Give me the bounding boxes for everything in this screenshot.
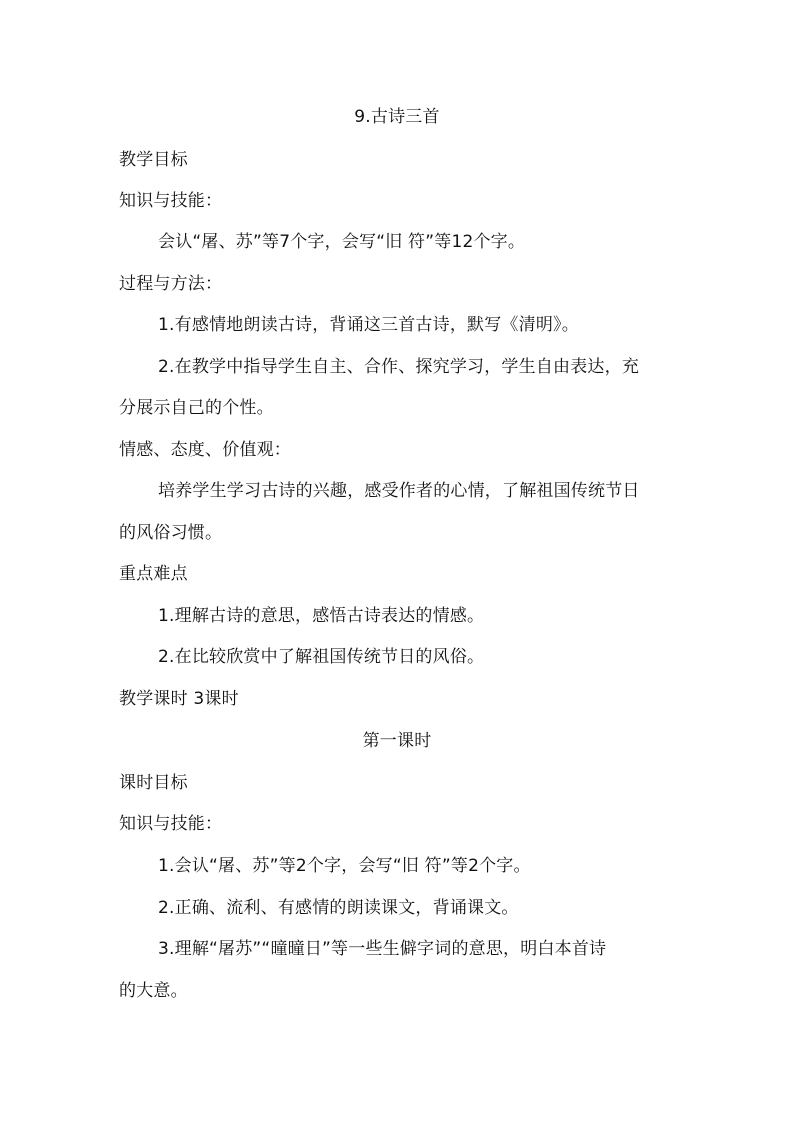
paragraph-line: 2.在比较欣赏中了解祖国传统节日的风俗。 xyxy=(158,647,485,667)
paragraph-line: 培养学生学习古诗的兴趣，感受作者的心情，了解祖国传统节日 xyxy=(158,481,640,501)
paragraph-line: 1.会认“屠、苏”等2个字，会写“旧 符”等2个字。 xyxy=(158,856,531,876)
lesson-heading: 第一课时 xyxy=(362,731,432,751)
paragraph-line: 3.理解“屠苏”“曈曈日”等一些生僻字词的意思，明白本首诗 xyxy=(158,939,607,959)
section-heading-key-points: 重点难点 xyxy=(119,564,188,584)
section-heading-lesson-goals: 课时目标 xyxy=(119,773,188,793)
subheading-emotion-values: 情感、态度、价值观： xyxy=(119,440,291,460)
paragraph-line: 2.正确、流利、有感情的朗读课文，背诵课文。 xyxy=(158,898,519,918)
subheading-process-methods: 过程与方法： xyxy=(119,274,223,294)
lesson-hours-line: 教学课时 3课时 xyxy=(119,689,239,709)
paragraph-line: 1.有感情地朗读古诗，背诵这三首古诗，默写《清明》。 xyxy=(158,315,579,335)
paragraph-line: 会认“屠、苏”等7个字，会写“旧 符”等12个字。 xyxy=(158,232,526,252)
paragraph-line: 的大意。 xyxy=(119,981,188,1001)
paragraph-line: 的风俗习惯。 xyxy=(119,523,223,543)
subheading-knowledge-skills: 知识与技能： xyxy=(119,191,223,211)
section-heading-teaching-goals: 教学目标 xyxy=(119,150,188,170)
document-title: 9.古诗三首 xyxy=(354,107,440,127)
paragraph-line: 2.在教学中指导学生自主、合作、探究学习，学生自由表达，充 xyxy=(158,357,640,377)
subheading-knowledge-skills: 知识与技能： xyxy=(119,814,223,834)
paragraph-line: 1.理解古诗的意思，感悟古诗表达的情感。 xyxy=(158,606,485,626)
paragraph-line: 分展示自己的个性。 xyxy=(119,398,274,418)
